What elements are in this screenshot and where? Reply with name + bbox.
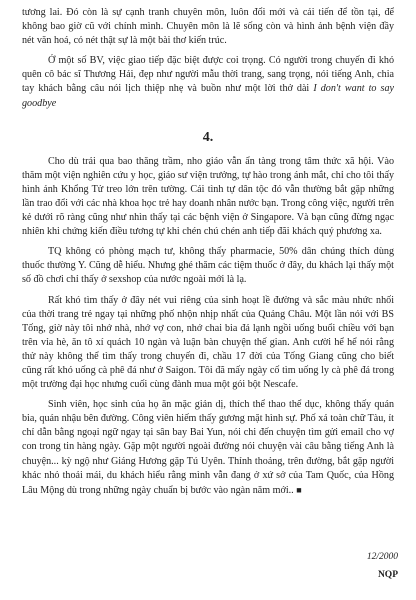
quote-goodbye: I don't want to say goodbye: [22, 83, 394, 109]
paragraph-3: Cho dù trải qua bao thăng trầm, nho giáo vẫn ẩn tàng trong tâm thức xã hội. Vào thăm một viện nghiên cứu y học, giáo sư viện trưởng, tự hào trong ánh mắt, chỉ cho tôi thấy hình ảnh Khổng Tử treo lớn trên tường. Cái tình tự dân tộc đó vẫn thường bắt gặp những lần trao đổi với các nhà khoa học trẻ hay doanh nhân nước bạn. Trong công việc, người trên kẻ dưới rõ ràng cũng như nhìn thấy tại các bệnh viện ở Singapore. Và bạn cũng đừng ngạc nhiên khi chứng kiến điều tương tự khi chén chú chén anh tiếp đãi khách quý phương xa.: [22, 155, 394, 238]
paragraph-1: tương lai. Đó còn là sự cạnh tranh chuyên môn, luôn đổi mới và cải tiến để tồn tại, để không bao giờ cũ với chính mình. Chuyên môn là lẽ sống còn và hình ảnh bệnh viện đầy nét văn hoá, có nét thật sự là một bài thơ kiến trúc.: [22, 7, 394, 47]
section-number: 4.: [202, 129, 214, 145]
paragraph-4: TQ không có phòng mạch tư, không thấy pharmacie, 50% dân chúng thích dùng thuốc thường Y. Cũng dễ hiểu. Nhưng ghé thăm các tiệm thuốc ở đây, du khách lại thấy một số đồ chơi chỉ thấy ở sexshop của nước ngoài mới là lạ.: [22, 246, 394, 286]
end-square-icon: ■: [296, 484, 302, 495]
paragraph-5: Rất khó tìm thấy ở đây nét vui riêng của sinh hoạt lề đường và sắc màu nhức nhối của thời trang trẻ ngay tại những phố nhộn nhịp nhất của Quảng Châu. Một lần nói với BS Tống, giờ này tôi nhớ nhà, nhớ vợ con, nhớ chai bia đá lạnh ngồi uống buổi chiều với bạn trên vỉa hè, ăn tô xí quách 10 ngàn và luận bàn chuyện thế gian. Anh cười hể hể nói rằng thử này không thể tìm thấy trong chuyến đi, chầu 17 đời của Tống Giang cũng cho biết cũng rất khó uống cà phê đá như ở Saigon. Tôi đã mấy ngày cố tìm uống ly cà phê đá trong một trường đại học nhưng cuối cùng đành mua một gói bột Nescafe.: [22, 294, 394, 391]
paragraph-6: [22, 398, 394, 498]
footer-date: 12/2000: [366, 552, 398, 562]
paragraph-6-text: Sinh viên, học sinh của họ ăn mặc giản dị, thích thể thao thể dục, không thấy quán bia, quán nhậu bên đường. Công viên hiếm thấy gương mặt hình sự. Phố xá toàn chữ Tàu, ít chỉ dẫn bằng ngoại ngữ ngay tại sân bay Bai Yun, nói chi đến chuyện tìm gửi email cho vợ con trong tin hàng ngày. Gặp một người ngoài đường nói chuyện vài câu bằng tiếng Anh là chuyện... kỳ ngộ như Giáng Hương gặp Tú Uyên. Thỉnh thoảng, trên đường, bắt gặp người khác nhỏ thoải mái, du khách hiểu rằng mình vẫn đang ở xứ sở của Tam Quốc, của Hồng Lâu Mộng dù trong những ngày chuẩn bị bước vào ngàn năm mới..: [22, 399, 394, 496]
paragraph-2: [22, 54, 394, 110]
paragraph-2-text: Ở một số BV, việc giao tiếp đặc biệt được coi trọng. Có người trong chuyến đi khó quên cô bác sĩ Thương Hải, đẹp như người mẫu thời trang, sang trọng, nói tiếng Anh, chia tay khách bằng câu nói lịch thiệp nhẹ và buồn như một lời thở dài: [22, 55, 394, 95]
author-signature: NQP: [377, 570, 398, 580]
